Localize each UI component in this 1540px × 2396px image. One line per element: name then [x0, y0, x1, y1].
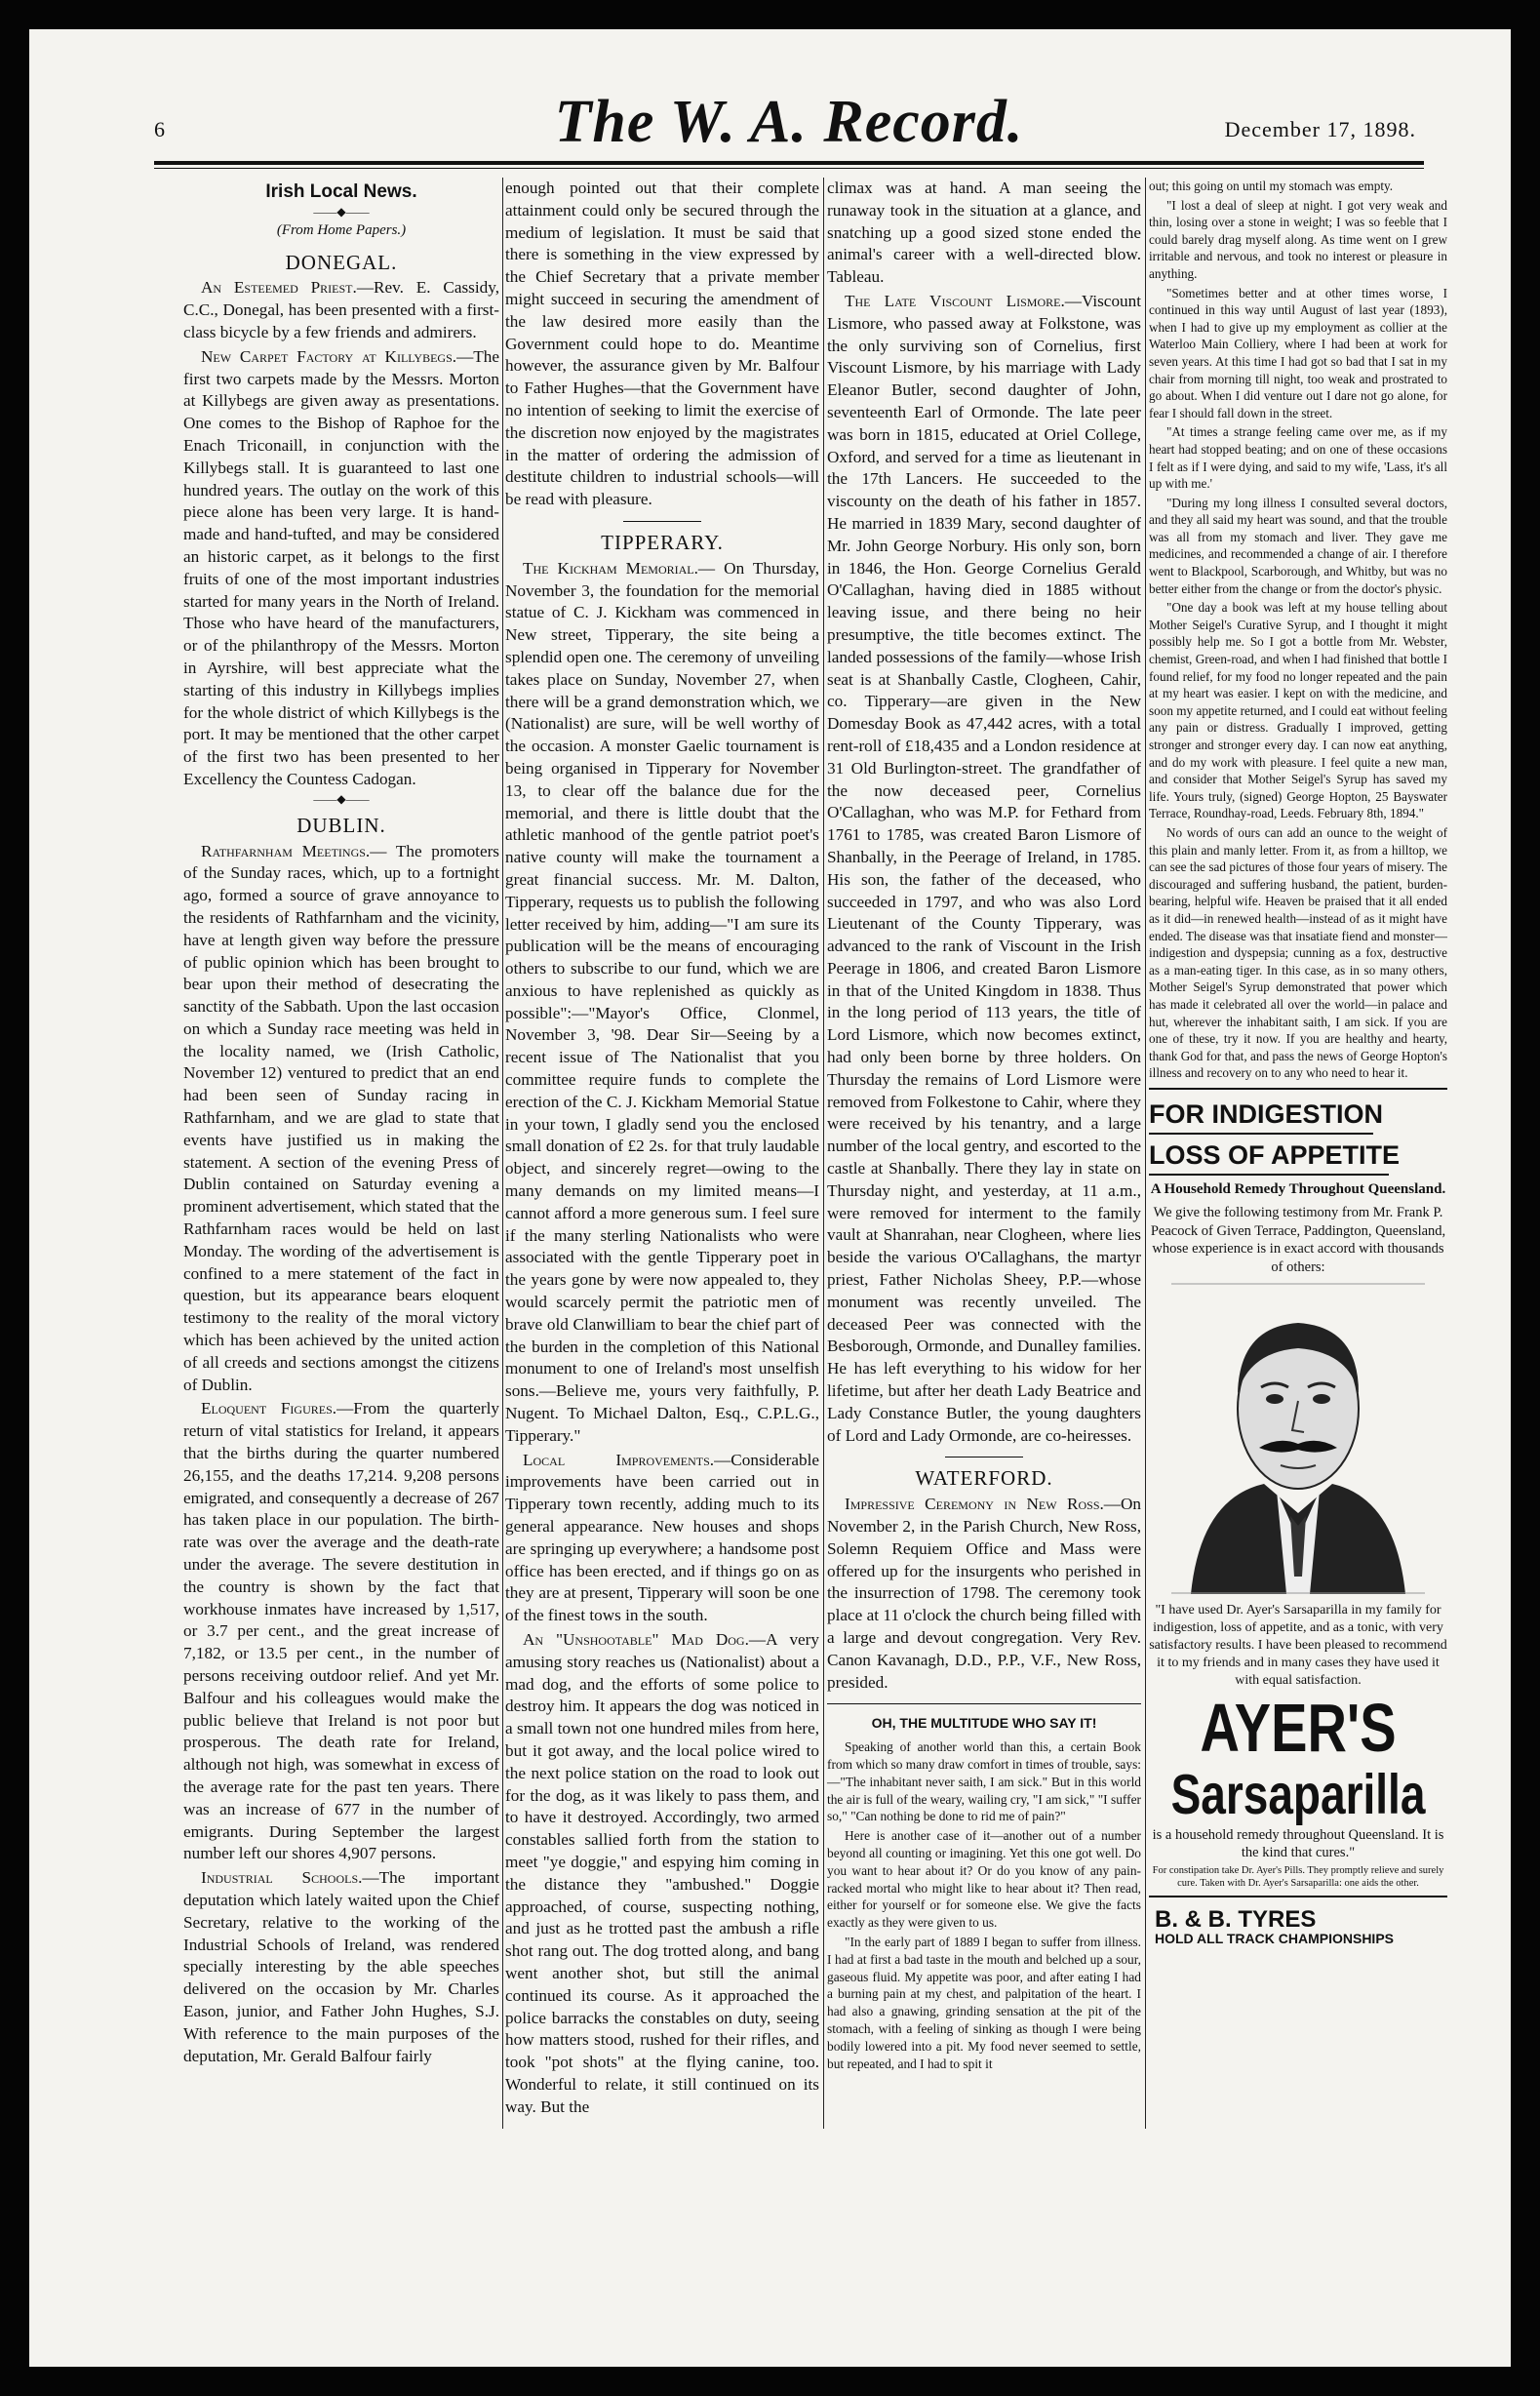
- county-heading-donegal: DONEGAL.: [285, 250, 398, 274]
- masthead-rule-thin: [154, 168, 1424, 169]
- article-lead: Local Improvements.: [523, 1450, 715, 1469]
- advertisement-paragraph: "One day a book was left at my house telling about Mother Seigel's Curative Syrup, and I thought it might possibly help me. So I got a bottle from Mr. Webster, chemist, Green-road, and when I had finished that bottle I found relief, for my food no longer repeated and the pain at my heart was easier. I kept on with the medicine, and soon my appetite returned, and I could eat without feeling any pain or distress. Gradually I improved, getting stronger and stronger every day. I can now eat anything, and do my work with pleasure. I feel quite a new man, and consider that Mother Seigel's Syrup has saved my life. Yours truly, (signed) George Hopton, 25 Bayswater Terrace, Roundhay-road, Leeds. February 8th, 1894.": [1149, 600, 1447, 821]
- ayers-ad-footer: is a household remedy throughout Queensland. It is the kind that cures.": [1152, 1827, 1444, 1861]
- article-lead: An Esteemed Priest.: [201, 278, 357, 298]
- column-1: [183, 178, 499, 2065]
- article-lead: New Carpet Factory at Killybegs.: [201, 346, 457, 366]
- advertisement-paragraph: "Sometimes better and at other times worse, I continued in this way until August of last year (1893), when I had to give up my employment as collier at the Waterloo Main Colliery, where I had been at work for seven years. At this time I had got so bad that I sat in my chair from morning till night, too weak and prostrated to go about. When I did venture out I dare not go alone, for fear I should fall down in the street.: [1149, 285, 1447, 420]
- ayers-ad-subheading: A Household Remedy Throughout Queensland.: [1150, 1180, 1446, 1197]
- article-paragraph: Rathfarnham Meetings.— The promoters of the Sunday races, which, up to a fortnight ago, formed a source of grave annoyance to the residents of Rathfarnham and the vicinity, have at length given way before the pressure of public opinion which has been brought to bear upon their method of desecrating the sanctity of the Sabbath. Upon the last occasion on which a Sunday race meeting was held in the locality named, we (Irish Catholic, November 12) ventured to predict that an end had been seen of Sunday racing in Rathfarnham, and we are glad to state that events have justified us in making the statement. A section of the evening Press of Dublin contained on Saturday evening a prominent advertisement, which stated that the Rathfarnham races would be held on last Monday. The wording of the advertisement is confined to a mere statement of the fact in question, but its appearance bears eloquent testimony to the reality of the moral victory which has been achieved by the united action of all creeds and sections amongst the citizens of Dublin.: [183, 841, 499, 1394]
- newspaper-title: The W. A. Record.: [554, 89, 1024, 155]
- divider: [623, 521, 701, 522]
- article-lead: The Late Viscount Lismore.: [845, 291, 1065, 310]
- article-lead: Industrial Schools.: [201, 1868, 363, 1888]
- masthead: [154, 86, 1424, 156]
- advertisement-paragraph: No words of ours can add an ounce to the weight of this plain and manly letter. From it, as from a hilltop, we can see the sad pictures of those four years of misery. The discouraged and suffering husband, the patient, burden-bearing, helpful wife. Heaven be praised that it all ended as it did—in renewed health—instead of as it might have ended. The disease was that insatiate fiend and monster—indigestion and dyspepsia; cunning as a fox, destructive as a man-eating tiger. In this case, as in so many others, Mother Seigel's Syrup demonstrated that power which has made it celebrated all over the world—in palace and hut, wherever the inhabitant saith, I am sick. If you are one of these, try it now. If you are healthy and hearty, thank God for that, and pass the news of George Hopton's illness and recovery on to any who need to hear it.: [1149, 824, 1447, 1081]
- article-lead: Rathfarnham Meetings.: [201, 841, 371, 860]
- article-lead: An "Unshootable" Mad Dog.: [523, 1630, 749, 1649]
- article-paragraph: New Carpet Factory at Killybegs.—The first two carpets made by the Messrs. Morton at Killybegs are given away as presentations. One comes to the Bishop of Raphoe for the Enach Triconaill, in conjunction with the Killybegs stall. It is guaranteed to last one hundred years. The outlay on the work of this piece alone has been very large. It is hand-made and hand-tufted, and may be considered an historic carpet, as it belongs to the first fruits of one of the most important industries started for many years in the North of Ireland. Those who have heard of the manufacturers, or of the philanthropy of the Messrs. Morton in Ayrshire, will best appreciate what the starting of this industry in Killybegs implies for the whole district of which Killybegs is the port. It may be mentioned that the other carpet of the first two has been presented to her Excellency the Countess Cadogan.: [183, 346, 499, 788]
- advertisement-paragraph: Speaking of another world than this, a certain Book from which so many draw comfort in times of trouble, says:—"The inhabitant never saith, I am sick." But in this world the air is full of the weary, wailing cry, "I am sick," "I suffer so," "Can nothing be done to rid me of pain?": [827, 1739, 1141, 1824]
- ornament: ——◆——: [313, 791, 370, 806]
- article-paragraph: enough pointed out that their complete attainment could only be secured through the medium of legislation. It must be said that there is something in the view expressed by the Chief Secretary that a private member might succeed in securing the amendment of the law desired more easily than the Government could hope to do. Meantime however, the assurance given by Mr. Balfour to Father Hughes—that the Government have no intention of seeking to limit the exercise of the discretion now enjoyed by the magistrates in the matter of ordering the admission of destitute children to industrial schools—will be read with pleasure.: [505, 179, 819, 509]
- advertisement-paragraph: out; this going on until my stomach was empty.: [1149, 179, 1394, 193]
- article-paragraph: An Esteemed Priest.—Rev. E. Cassidy, C.C., Donegal, has been presented with a first-class bicycle by a few friends and admirers.: [183, 278, 499, 341]
- county-heading-waterford: WATERFORD.: [915, 1466, 1053, 1491]
- issue-date: December 17, 1898.: [1224, 117, 1416, 141]
- article-paragraph: Impressive Ceremony in New Ross.—On November 2, in the Parish Church, New Ross, Solemn Requiem Office and Mass were offered up for the insurgents who perished in the insurrection of 1798. The ceremony took place at 11 o'clock the church being filled with a large and devout congregation. Very Rev. Canon Kavanagh, D.D., P.P., V.F., New Ross, presided.: [827, 1495, 1141, 1692]
- advertisement-paragraph: "I lost a deal of sleep at night. I got very weak and thin, losing over a stone in weight; I was so feeble that I could barely drag myself along. As time went on I grew irritable and nervous, and took no interest or pleasure in anything.: [1149, 197, 1447, 281]
- sarsaparilla-brand-name: Sarsaparilla: [1170, 1762, 1426, 1826]
- bb-tyres-headline: B. & B. TYRES: [1155, 1906, 1317, 1934]
- ayers-ad-testimonial: "I have used Dr. Ayer's Sarsaparilla in my family for indigestion, loss of appetite, and as a tonic, with very satisfactory results. I have been pleased to recommend it to my friends and in many cases they have used it with equal satisfaction.: [1149, 1603, 1447, 1689]
- article-paragraph: An "Unshootable" Mad Dog.—A very amusing story reaches us (Nationalist) about a mad dog, and the efforts of some police to destroy him. It appears the dog was noticed in a small town not one hundred miles from here, but it got away, and the local police wired to the next police station on the road to look out for the dog, as it was likely to pass them, and to have it destroyed. Accordingly, two armed constables sallied forth from the station to meet "ye doggie," and espying him coming in the distance they "ambushed." Doggie approached, of course, suspecting nothing, and just as he trotted past the ambush a rifle shot rang out. The dog trotted along, and bang went another shot, but still the animal continued its course. As it approached the police barracks the constables on duty, seeing how matters stood, rushed for their rifles, and took "pot shots" at the flying canine, too. Wonderful to relate, it still continued on its way. But the: [505, 1630, 819, 2116]
- advertisement-paragraph: "During my long illness I consulted several doctors, and they all said my heart was sound, and that the trouble was all from my stomach and liver. They gave me medicines, and recommended a change of air. I therefore went to Blackpool, Scarborough, and Whitby, but was no better either from the change or from the doctor's physic.: [1149, 495, 1447, 596]
- advertisement-rule: [1149, 1896, 1447, 1897]
- article-paragraph: The Kickham Memorial.— On Thursday, November 3, the foundation for the memorial statue of C. J. Kickham was commenced in New street, Tipperary, the site being a splendid open one. The ceremony of unveiling takes place on Sunday, November 27, when there will be a grand demonstration which, we (Nationalist) are sure, will be well worthy of the occasion. A monster Gaelic tournament is being organised in Tipperary for November 13, to clear off the balance due for the memorial, and there is little doubt that the athletic manhood of the gentle patriot poet's native county will make the tournament a great financial success. Mr. M. Dalton, Tipperary, requests us to publish the following letter received by him, adding—"I am sure its publication will be the means of encouraging others to subscribe to our fund, which we are anxious to have replenished as quickly as possible":—"Mayor's Office, Clonmel, November 3, '98. Dear Sir—Seeing by a recent issue of The Nationalist that you committee require funds to complete the erection of the C. J. Kickham Memorial Statue in your town, I gladly send you the enclosed small donation of £2 2s. for that truly laudable object, and sincerely regret—owing to the many demands on my limited means—I cannot afford a more generous sum. I feel sure if the many sterling Nationalists who were associated with the gentle Tipperary poet in the years gone by were now appealed to, they would scarcely permit the patriotic men of brave old Clanwilliam to bear the chief part of the burden in the completion of this National monument to one of Ireland's most unselfish sons.—Believe me, yours very faithfully, P. Nugent. To Michael Dalton, Esq., C.P.L.G., Tipperary.": [505, 558, 819, 1445]
- advertisement-rule: [1149, 1088, 1447, 1090]
- column-2: [505, 178, 819, 2115]
- advertisement-paragraph: Here is another case of it—another out of a number beyond all counting or imagining. Yet this one got well. Do you want to hear about it? Or do you know of any pain-racked mortal who might like to hear about it? Then read, either for yourself or for someone else. We give the facts exactly as they were given to us.: [827, 1828, 1141, 1931]
- advertisement-paragraph: "In the early part of 1889 I began to suffer from illness. I had at first a bad taste in the mouth and belched up a sour, gaseous fluid. My appetite was poor, and after eating I had a burning pain at my chest, and palpitation of the heart. I had also a gnawing, grinding sensation at the pit of the stomach, with a feeling of sinking as though I were being bodily lowered into a pit. My food never seemed to settle, but repeated, and I had to spit it: [827, 1934, 1141, 2071]
- headline-underline: [1149, 1133, 1373, 1135]
- divider: [945, 1457, 1023, 1458]
- page-number: 6: [154, 117, 165, 141]
- county-heading-tipperary: TIPPERARY.: [601, 530, 724, 554]
- portrait-engraving: [1171, 1284, 1425, 1594]
- county-heading-dublin: DUBLIN.: [296, 813, 386, 837]
- article-lead: Eloquent Figures.: [201, 1399, 337, 1418]
- headline-underline: [1149, 1174, 1389, 1176]
- column-3: [827, 178, 1141, 2115]
- article-paragraph: The Late Viscount Lismore.—Viscount Lismore, who passed away at Folkstone, was the only surviving son of Cornelius, first Viscount Lismore, by his marriage with Lady Eleanor Butler, second daughter of John, seventeenth Earl of Ormonde. The late peer was born in 1815, educated at Oriel College, Oxford, and served for a time as lieutenant in the 17th Lancers. He succeeded to the viscounty on the death of his father in 1857. He married in 1839 Mary, second daughter of Mr. John George Norbury. His only son, born in 1846, the Hon. George Cornelius Gerald O'Callaghan, having died in 1885 without leaving issue, and there being no heir presumptive, the title becomes extinct. The landed possessions of the family—whose Irish seat is at Shanbally Castle, Clogheen, Cahir, co. Tipperary—are given in the New Domesday Book as 47,442 acres, with a total rent-roll of £18,435 and a London residence at 31 Old Burlington-street. The grandfather of the now deceased peer, Cornelius O'Callaghan, who was M.P. for Fethard from 1761 to 1785, was created Baron Lismore of Shanbally, in the Peerage of Ireland, in 1785. His son, the father of the deceased, who succeeded in 1797, and who was also Lord Lieutenant of the County Tipperary, was advanced to the rank of Viscount in the Irish Peerage in 1806, and created Baron Lismore in that of the United Kingdom in 1838. Thus in the long period of 113 years, the title of Lord Lismore, which now becomes extinct, had only been borne by three holders. On Thursday the remains of Lord Lismore were removed from Folkestone to Cahir, where they were received by his tenantry, and a large number of the local gentry, and escorted to the castle at Shanbally. There they lay in state on Thursday night, and yesterday, at 11 a.m., were removed for interment to the family vault at Shanrahan, near Clogheen, where lies beside the various O'Callaghans, the martyr priest, Father Nicholas Sheey, P.P.—whose monument was recently unveiled. The deceased Peer was connected with the Besborough, Ormonde, and Dunalley families. He has left everything to his widow for her lifetime, but after her death Lady Beatrice and Lady Constance Butler, the young daughters of Lord and Lady Ormonde, are co-heiresses.: [827, 291, 1141, 1445]
- advertisement-heading: OH, THE MULTITUDE WHO SAY IT!: [871, 1715, 1097, 1732]
- column-divider: [823, 178, 824, 2129]
- column-4: [1149, 178, 1447, 2133]
- ayers-ad-small-print: For constipation take Dr. Ayer's Pills. They promptly relieve and surely cure. Taken with Dr. Ayer's Sarsaparilla: one aids the other.: [1152, 1865, 1444, 1889]
- divider: [827, 1703, 1141, 1704]
- article-lead: Impressive Ceremony in New Ross.: [845, 1495, 1104, 1514]
- column-divider: [502, 178, 503, 2129]
- bb-tyres-subheading: HOLD ALL TRACK CHAMPIONSHIPS: [1155, 1931, 1394, 1947]
- article-paragraph: climax was at hand. A man seeing the runaway took in the situation at a glance, and snatching up a good sized stone ended the animal's career with a well-directed blow. Tableau.: [827, 179, 1141, 287]
- ayers-brand-name: AYER'S: [1200, 1689, 1397, 1767]
- masthead-rule: [154, 161, 1424, 165]
- section-heading: Irish Local News.: [265, 181, 417, 202]
- ayers-ad-intro: We give the following testimony from Mr. Frank P. Peacock of Given Terrace, Paddington, Queensland, whose experience is in exact accord with thousands of others:: [1150, 1205, 1446, 1275]
- ayers-ad-headline: FOR INDIGESTION: [1149, 1098, 1384, 1129]
- ornament: ——◆——: [313, 204, 370, 219]
- article-lead: The Kickham Memorial.: [523, 558, 698, 578]
- column-divider: [1145, 178, 1146, 2129]
- article-paragraph: Local Improvements.—Considerable improvements have been carried out in Tipperary town recently, adding much to its general appearance. New houses and shops are springing up everywhere; a handsome post office has been erected, and if things go on as they are at present, Tipperary will soon be one of the finest tows in the south.: [505, 1450, 819, 1625]
- section-subheading: (From Home Papers.): [276, 221, 407, 238]
- article-paragraph: Industrial Schools.—The important deputation which lately waited upon the Chief Secretary, relative to the working of the Industrial Schools of Ireland, was rendered specially interesting by the able speeches delivered on the occasion by Mr. Charles Eason, junior, and Father John Hughes, S.J. With reference to the main purposes of the deputation, Mr. Gerald Balfour fairly: [183, 1868, 499, 2065]
- ayers-ad-headline: LOSS OF APPETITE: [1149, 1139, 1401, 1170]
- advertisement-paragraph: "At times a strange feeling came over me, as if my heart had stopped beating; and on one of these occasions I felt as if I were dying, and said to my wife, 'Lass, it's all up with me.': [1149, 424, 1447, 492]
- article-paragraph: Eloquent Figures.—From the quarterly return of vital statistics for Ireland, it appears that the births during the quarter numbered 26,155, and the deaths 17,214. 9,208 persons emigrated, and consequently a decrease of 267 has taken place in our population. The birth-rate was over the average and the death-rate under the average. The severe destitution in the country is shown by the fact that workhouse inmates have increased by 1,517, or 3.7 per cent., and the great increase of 7,182, or 13.5 per cent., in the number of persons receiving outdoor relief. And yet Mr. Balfour and his colleagues would make the public believe that Ireland is not poor but prosperous. The death rate for Ireland, although not high, was somewhat in excess of the average rate for the past ten years. There was an increase of 677 in the number of emigrants. During September the largest number left our shores 4,907 persons.: [183, 1399, 499, 1863]
